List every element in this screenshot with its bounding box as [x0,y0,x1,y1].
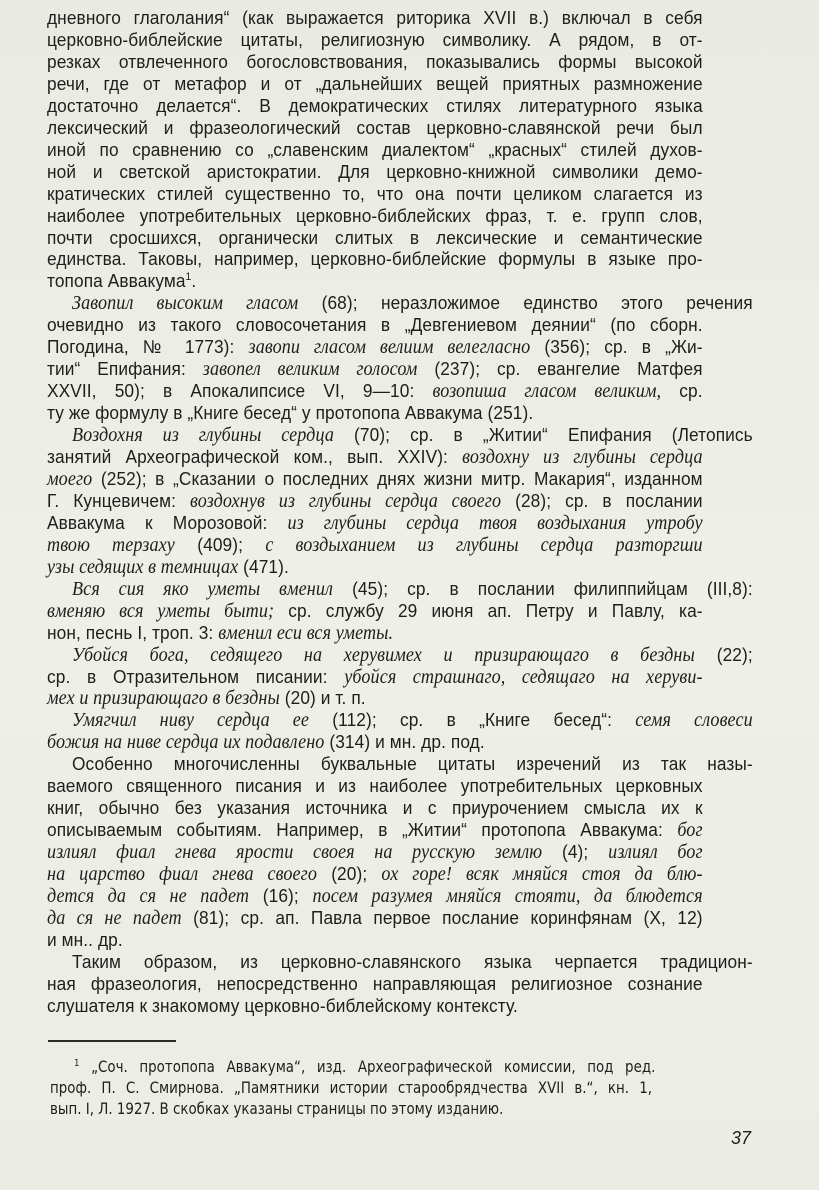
text-segment: (45); ср. в послании филиппийцам (III,8): [333,577,753,599]
text-segment: (28); ср. в послании [501,489,703,511]
footnote-marker: 1 [185,271,192,284]
text-segment: ной и светской аристократии. Для церковно-книжной символики демо- [47,160,703,182]
italic-quote: Убойся бога, седящего на херувимех и призирающаго в бездны [72,644,695,666]
italic-quote: Завопил высоким гласом [72,293,299,315]
footnote-marker: 1 [74,1057,80,1069]
italic-quote: на царство фиал гнева своего [47,864,318,886]
italic-quote: посем разумея мняйся стояти, да блюдется [312,886,703,907]
text-segment: ваемого священного писания и из наиболее употребительных церковных [47,775,703,797]
text-segment: достаточно делается“. В демократических стилях литературного языка [47,94,703,116]
text-segment: ср. [661,380,703,402]
italic-quote: с воздыханием из глубины сердца разторгши [265,534,703,556]
text-segment: (20); [317,863,382,885]
text-segment: (409); [174,533,266,555]
italic-quote: бог [677,820,703,842]
italic-quote: да ся не падет [47,907,182,929]
footnote-line [50,1078,652,1098]
italic-quote: ох горе! всяк мняйся стоя да блю- [381,864,703,886]
text-segment: слушателя к знакомому церковно-библейскому контексту. [47,994,518,1016]
text-segment: (252); в „Сказании о последних днях жизни митр. Макария“, изданном [92,467,703,489]
text-segment: очевидно из такого словосочетания в „Девгениевом деянии“ (по сборн. [47,314,703,336]
italic-quote: завопи гласом велиим велегласно [248,337,531,359]
italic-quote: Вся сия яко уметы вменил [72,578,334,600]
text-segment: топопа Аввакума [47,270,186,292]
text-segment: Г. Кунцевичем: [47,489,191,511]
italic-quote: узы седящих в темницах [47,556,239,578]
text-segment: почти сросшихся, органически слитых в лексические и семантические [47,226,703,248]
italic-quote: твою терзаху [47,534,175,556]
italic-quote: дется да ся не падет [47,886,250,907]
text-segment: (16); [249,885,313,906]
text-segment: (237); ср. евангелие Матфея [417,358,703,380]
text-segment: кратических стилей существенно то, что она почти целиком слагается из [47,182,703,204]
text-segment: церковно-библейские цитаты, религиозную символику. А рядом, в от- [47,28,703,50]
text-segment: . [191,270,197,292]
italic-quote: вменяю вся уметы быти; [47,600,275,622]
italic-quote: вменил еси вся уметы. [218,622,394,644]
text-segment: ту же формулу в „Книге бесед“ у протопопа Аввакума (251). [47,402,534,424]
text-segment: занятий Археографической ком., вып. XXIV): [47,446,463,467]
text-segment: описываемым событиям. Например, в „Житии“ протопопа Аввакума: [47,819,678,841]
italic-quote: возопиша гласом великим, [432,381,662,403]
text-segment: Аввакума к Морозовой: [47,511,288,533]
italic-quote: Воздохня из глубины сердца [72,425,334,447]
text-segment: (81); ср. ап. Павла первое послание коринфянам (X, 12) [181,906,703,928]
italic-quote: из глубины сердца твоя воздыхания утробу [287,512,703,534]
text-segment: (4); [542,841,609,863]
text-segment: проф. П. С. Смирнова. „Памятники истории старообрядчества XVII в.“, кн. 1, [50,1079,652,1097]
text-segment: вып. I, Л. 1927. В скобках указаны страницы по этому изданию. [50,1100,504,1118]
text-segment: Таким образом, из церковно-славянского языка черпается традицион- [72,950,753,972]
text-segment: (471). [238,555,289,577]
text-segment: ная фразеология, непосредственно направляющая религиозное сознание [47,972,703,994]
text-segment: единства. Таковы, например, церковно-библейские формулы в языке про- [47,248,703,270]
italic-quote: воздохнув из глубины сердца своего [190,490,502,512]
text-segment: XXVII, 50); в Апокалипсисе VI, 9—10: [47,380,433,402]
text-segment: (68); неразложимое единство этого речения [298,292,753,314]
text-segment: книг, обычно без указания источника и с приурочением смысла их к [47,797,703,819]
text-segment: резках отвлеченного богословствования, показывались формы высокой [47,50,703,72]
text-segment: (356); ср. в „Жи- [530,336,703,358]
footnote-separator [48,1040,176,1042]
text-segment: (20) и т. п. [279,687,366,709]
italic-quote: Умягчил ниву сердца ее [72,710,310,732]
text-segment: лексический и фразеологический состав церковно-славянской речи был [47,116,703,138]
text-segment: нон, песнь I, троп. 3: [47,621,219,643]
text-segment: речи, где от метафор и от „дальнейших вещей приятных размножение [47,72,703,94]
italic-quote: мех и призирающаго в бездны [47,688,280,710]
italic-quote: моего [47,468,93,490]
text-segment: дневного глаголания“ (как выражается риторика XVII в.) включал в себя [47,7,703,28]
text-segment: (314) и мн. др. под. [324,731,485,753]
body-line [47,993,703,1019]
text-segment: тии“ Епифания: [47,358,203,380]
text-segment: (112); ср. в „Книге бесед“: [309,709,636,731]
text-segment: и мн.. др. [47,928,123,950]
italic-quote: убойся страшнаго, седящаго на херуви- [344,666,703,688]
text-segment: наиболее употребительных церковно-библейских фраз, т. е. групп слов, [47,204,703,226]
text-segment: ср. в Отразительном писании: [47,665,345,687]
text-segment: Погодина, № 1773): [47,336,249,358]
italic-quote: божия на ниве сердца их подавлено [47,732,325,754]
text-segment: „Соч. протопопа Аввакума“, изд. Археографической комиссии, под ред. [79,1058,656,1076]
italic-quote: излиял фиал гнева ярости своея на русскую землю [47,842,543,864]
italic-quote: воздохну из глубины сердца [462,447,703,468]
italic-quote: излиял бог [608,842,703,864]
footnote-line [50,1099,652,1119]
text-segment: Особенно многочисленны буквальные цитаты изречений из так назы- [72,753,753,775]
text-segment: ср. службу 29 июня ап. Петру и Павлу, ка- [274,599,703,621]
italic-quote: завопел великим голосом [202,359,418,381]
text-segment: (70); ср. в „Житии“ Епифания (Летопись [333,424,753,446]
page-number: 37 [731,1128,752,1148]
text-segment: иной по сравнению со „славенским диалектом“ „красных“ стилей духов- [47,138,703,160]
text-segment: (22); [694,643,753,665]
footnote-line [74,1057,655,1077]
italic-quote: семя словеси [635,710,753,732]
